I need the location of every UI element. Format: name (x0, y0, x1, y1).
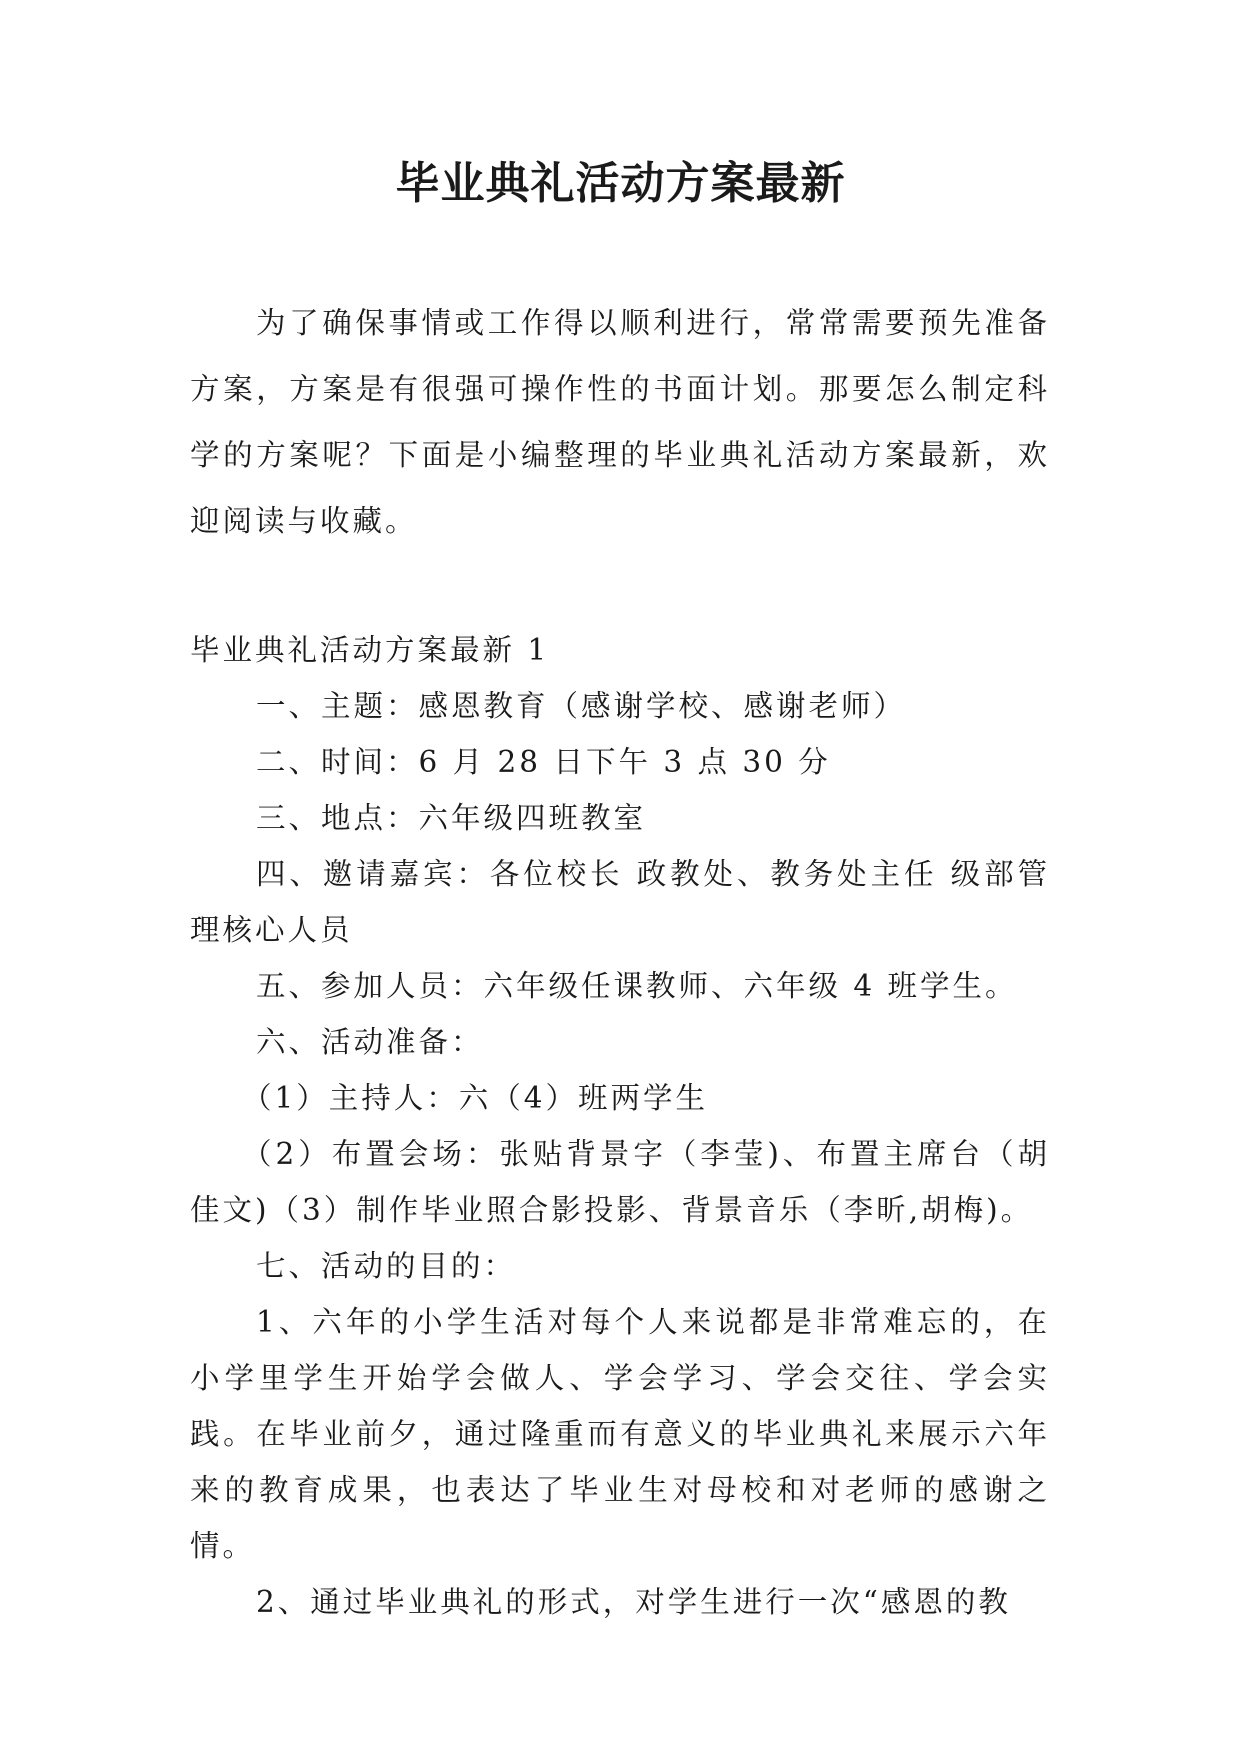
item-guests: 四、邀请嘉宾：各位校长 政教处、教务处主任 级部管理核心人员 (190, 857, 1050, 947)
item-prep-venue: （2）布置会场：张贴背景字（李莹)、布置主席台（胡佳文)（3）制作毕业照合影投影、背景音乐（李昕,胡梅)。 (190, 1137, 1050, 1227)
item-prep-host: （1）主持人：六（4）班两学生 (242, 1081, 709, 1115)
item-purpose: 七、活动的目的： (256, 1249, 517, 1283)
spacer (190, 554, 1050, 622)
document-title: 毕业典礼活动方案最新 (395, 158, 846, 209)
item-participants: 五、参加人员：六年级任课教师、六年级 4 班学生。 (256, 969, 1018, 1003)
document-body (190, 290, 1050, 1630)
item-time: 二、时间：6 月 28 日下午 3 点 30 分 (256, 745, 831, 779)
item-theme: 一、主题：感恩教育（感谢学校、感谢老师） (256, 689, 907, 723)
section-heading: 毕业典礼活动方案最新 1 (190, 633, 550, 667)
item-preparation: 六、活动准备： (256, 1025, 484, 1059)
purpose-paragraph-2: 2、通过毕业典礼的形式，对学生进行一次“感恩的教 (256, 1585, 1011, 1619)
intro-paragraph: 为了确保事情或工作得以顺利进行，常常需要预先准备方案，方案是有很强可操作性的书面计划。那要怎么制定科学的方案呢？下面是小编整理的毕业典礼活动方案最新，欢迎阅读与收藏。 (190, 306, 1050, 538)
purpose-paragraph-1: 1、六年的小学生活对每个人来说都是非常难忘的，在小学里学生开始学会做人、学会学习、学会交往、学会实践。在毕业前夕，通过隆重而有意义的毕业典礼来展示六年来的教育成果，也表达了毕业生对母校和对老师的感谢之情。 (190, 1305, 1050, 1563)
item-location: 三、地点：六年级四班教室 (256, 801, 647, 835)
